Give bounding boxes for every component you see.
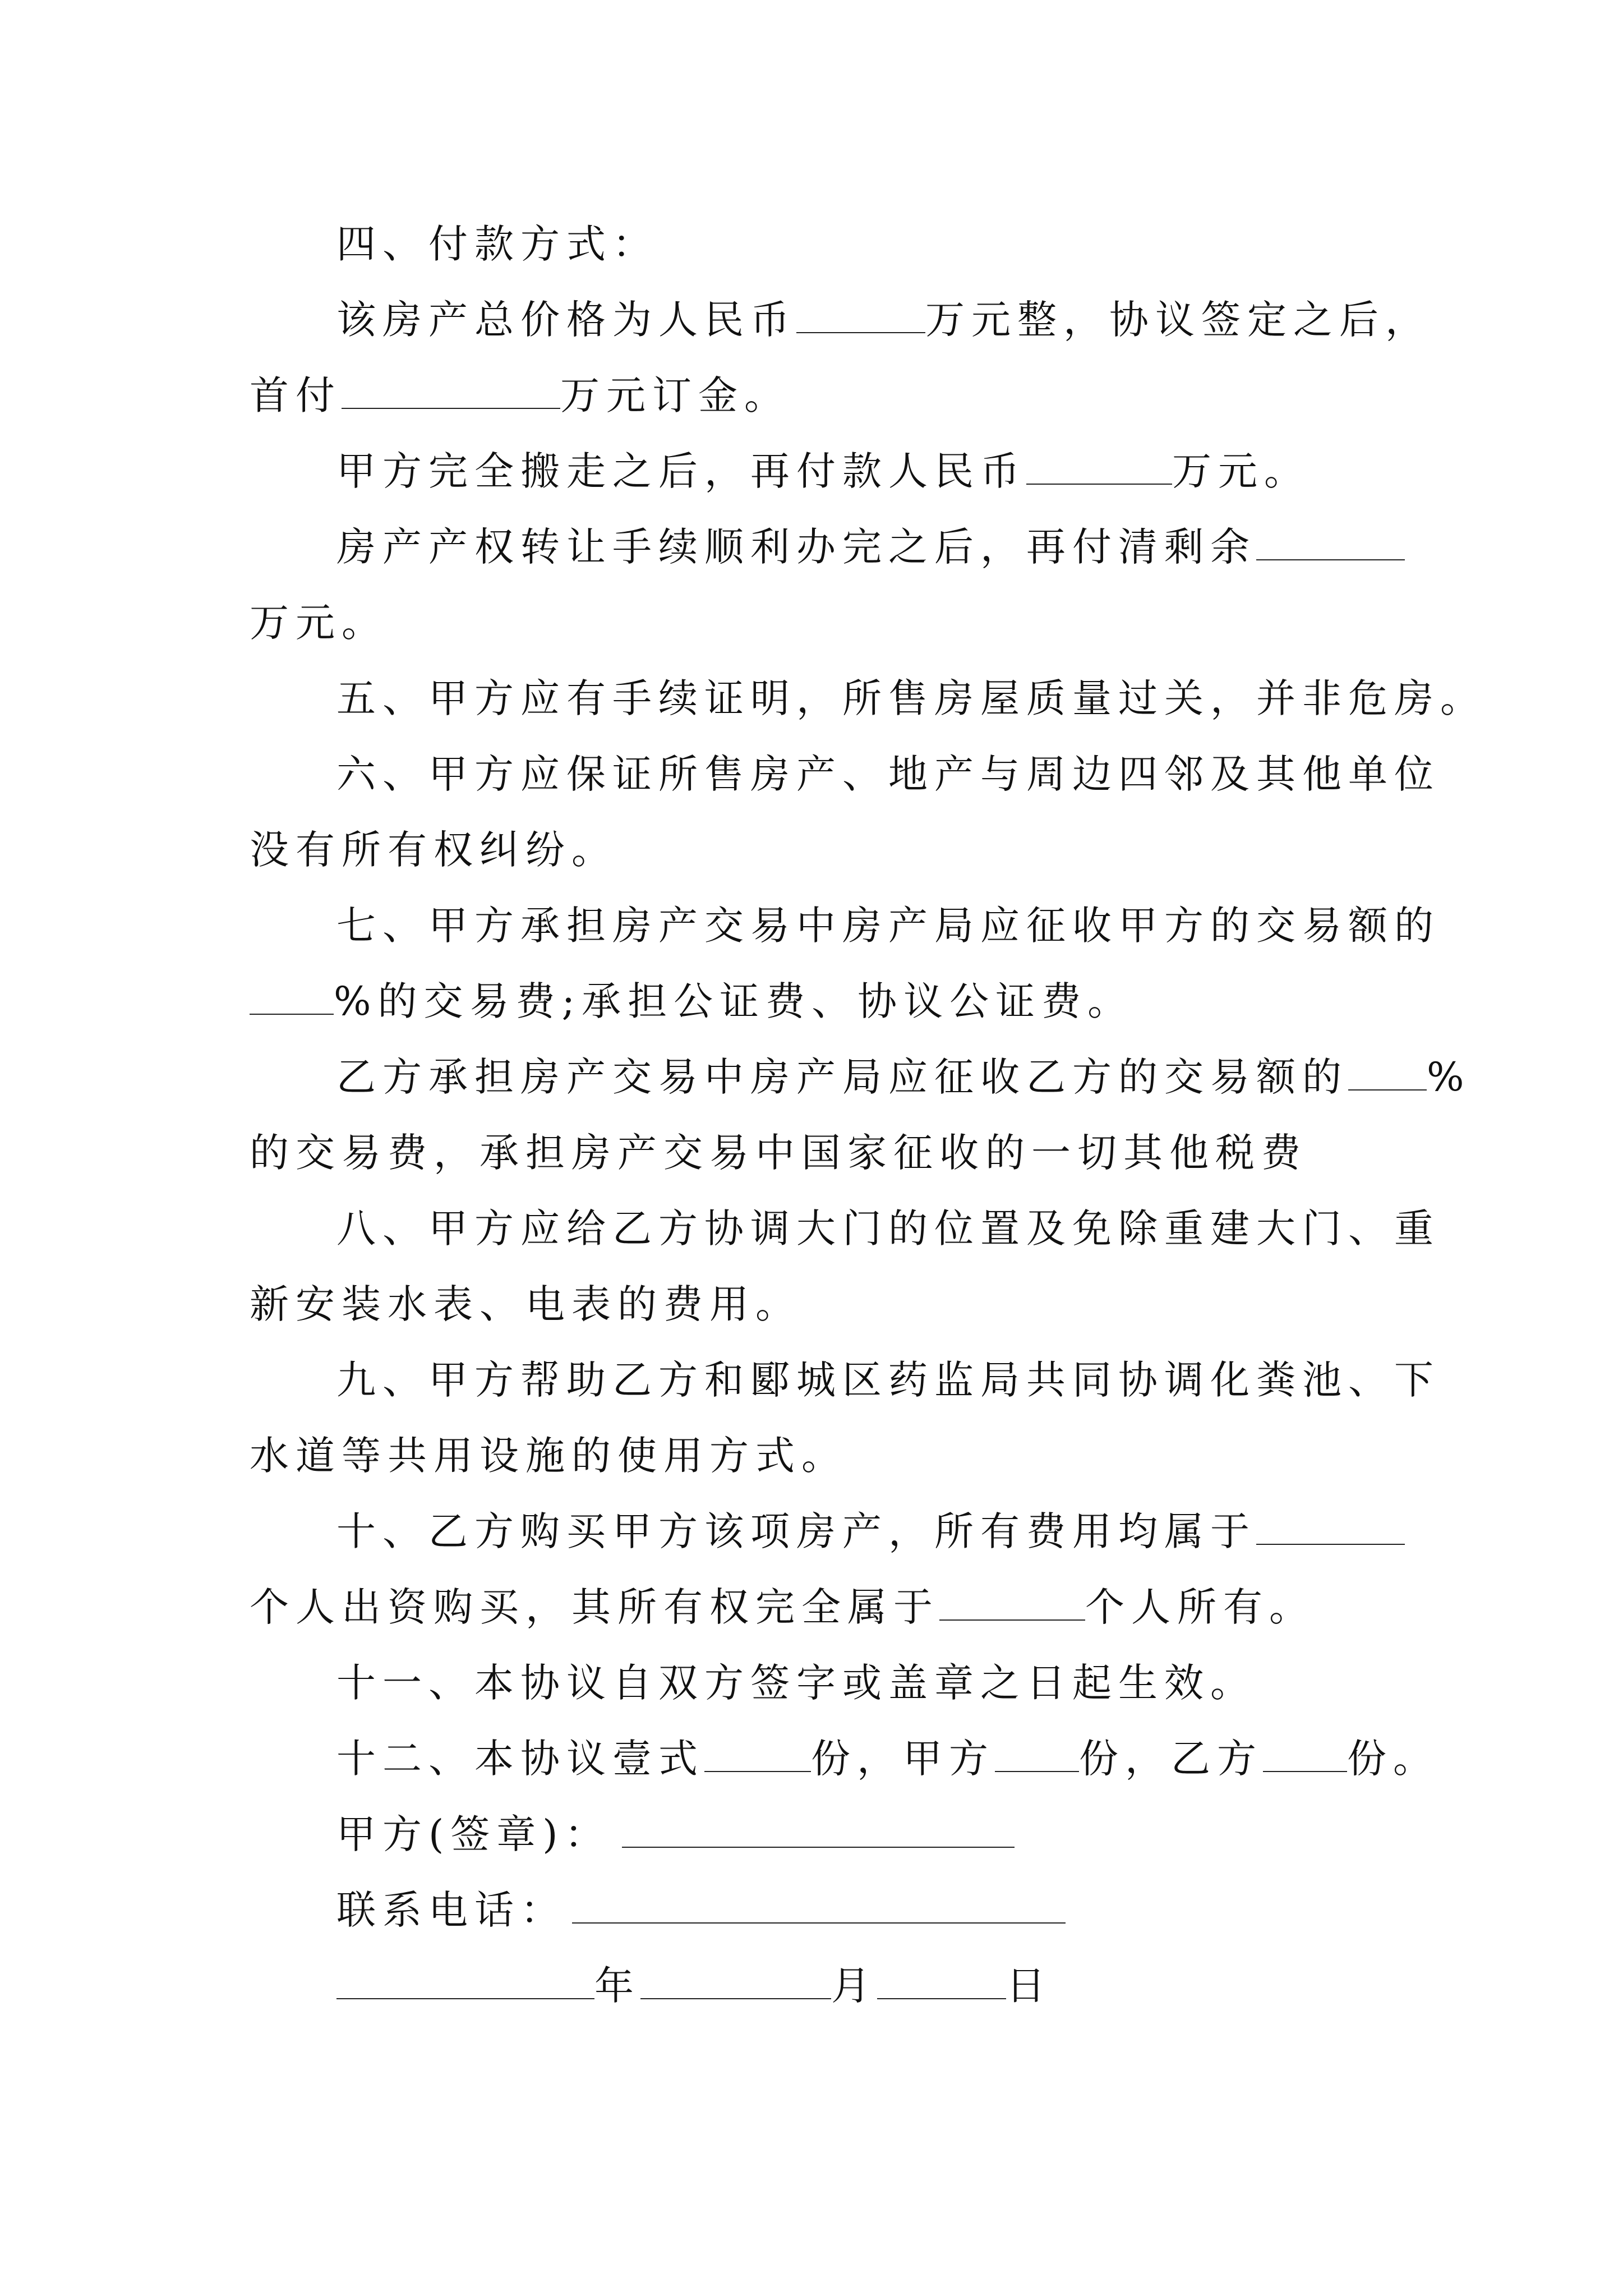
final-payment-line: 房产产权转让手续顺利办完之后，再付清剩余 — [336, 527, 1405, 567]
party-b-copies-blank[interactable] — [1263, 1740, 1347, 1772]
section-10-continued: 个人出资购买，其所有权完全属于 个人所有。 — [250, 1584, 1315, 1630]
party-a-signature-line: 甲方(签章)： — [336, 1815, 1015, 1854]
date-line: 年 月 日 — [336, 1966, 1052, 2005]
section-6-line: 六、甲方应保证所售房产、地产与周边四邻及其他单位 — [336, 751, 1440, 797]
deposit-line: 首付 万元订金。 — [250, 372, 790, 418]
party-a-signature-blank[interactable] — [622, 1815, 1015, 1848]
party-b-fee-line: 乙方承担房产交易中房产局应征收乙方的交易额的 % — [336, 1054, 1471, 1100]
year-blank[interactable] — [336, 1967, 594, 1999]
section-5-line: 五、甲方应有手续证明，所售房屋质量过关，并非危房。 — [336, 675, 1486, 721]
day-blank[interactable] — [877, 1967, 1006, 1999]
section-10-line: 十、乙方购买甲方该项房产，所有费用均属于 — [336, 1512, 1405, 1551]
total-price-blank[interactable] — [796, 301, 925, 333]
total-price-line: 该房产总价格为人民币 万元整，协议签定之后， — [336, 297, 1431, 343]
section-11-line: 十一、本协议自双方签字或盖章之日起生效。 — [336, 1660, 1256, 1706]
section-8-line: 八、甲方应给乙方协调大门的位置及免除重建大门、重 — [336, 1205, 1440, 1251]
section-6-continued: 没有所有权纠纷。 — [250, 827, 617, 873]
party-b-fee-continued: 的交易费，承担房产交易中国家征收的一切其他税费 — [250, 1130, 1307, 1176]
party-a-copies-blank[interactable] — [995, 1740, 1079, 1772]
section-4-heading: 四、付款方式： — [336, 221, 658, 267]
section-8-continued: 新安装水表、电表的费用。 — [250, 1281, 801, 1327]
section-12-line: 十二、本协议壹式 份，甲方 份，乙方 份。 — [336, 1736, 1439, 1782]
section-7-continued: %的交易费;承担公证费、协议公证费。 — [250, 982, 1133, 1021]
section-9-line: 九、甲方帮助乙方和郾城区药监局共同协调化粪池、下 — [336, 1357, 1440, 1403]
deposit-blank[interactable] — [342, 376, 560, 409]
final-payment-blank[interactable] — [1256, 528, 1405, 560]
owner-party-blank[interactable] — [939, 1588, 1085, 1621]
section-7-line: 七、甲方承担房产交易中房产局应征收甲方的交易额的 — [336, 903, 1440, 949]
month-blank[interactable] — [640, 1967, 831, 1999]
contact-phone-blank[interactable] — [572, 1891, 1066, 1924]
party-a-fee-rate-blank[interactable] — [250, 982, 334, 1015]
party-b-fee-rate-blank[interactable] — [1348, 1058, 1427, 1091]
final-payment-unit-line: 万元。 — [250, 600, 388, 646]
second-payment-blank[interactable] — [1026, 452, 1172, 485]
funding-party-blank[interactable] — [1256, 1512, 1405, 1545]
contact-phone-line: 联系电话： — [336, 1890, 1066, 1930]
second-payment-line: 甲方完全搬走之后，再付款人民币 万元。 — [336, 448, 1310, 494]
total-copies-blank[interactable] — [704, 1740, 811, 1772]
section-9-continued: 水道等共用设施的使用方式。 — [250, 1433, 847, 1479]
